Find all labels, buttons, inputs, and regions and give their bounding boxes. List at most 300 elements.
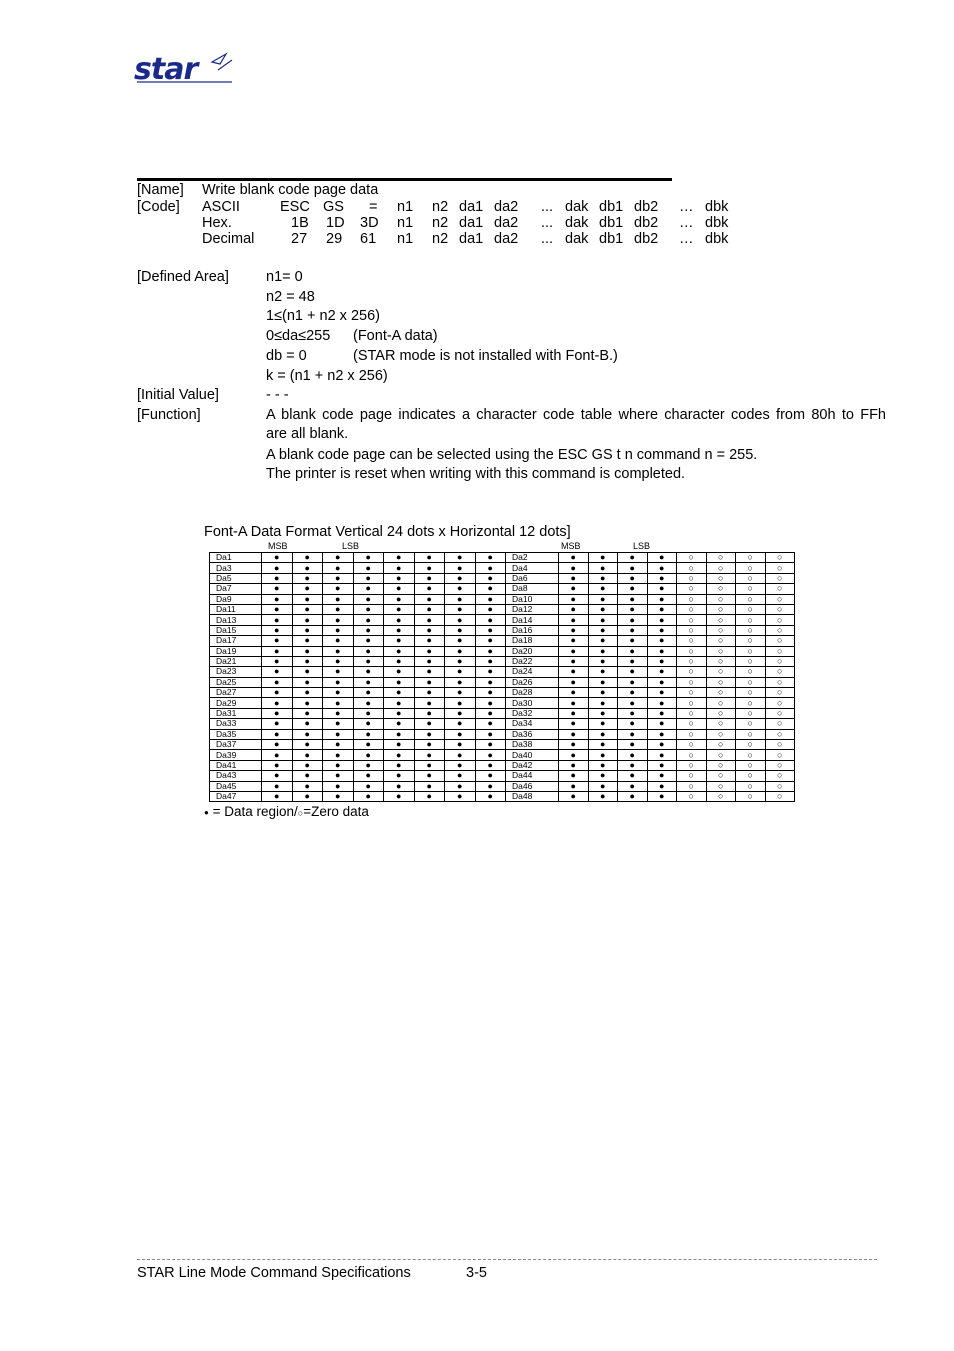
data-dot: ● <box>262 760 293 770</box>
data-dot: ● <box>647 719 677 729</box>
zero-dot: ○ <box>677 615 707 625</box>
code-cell-dak: dak <box>565 215 589 231</box>
data-dot: ● <box>353 750 384 760</box>
data-dot: ● <box>588 563 618 573</box>
zero-dot: ○ <box>706 656 736 666</box>
zero-dot: ○ <box>765 719 795 729</box>
data-dot: ● <box>618 594 648 604</box>
zero-dot: ○ <box>706 729 736 739</box>
data-dot: ● <box>384 594 415 604</box>
data-dot: ● <box>647 563 677 573</box>
zero-dot: ○ <box>736 750 766 760</box>
zero-dot: ○ <box>736 615 766 625</box>
defined-db-note: (STAR mode is not installed with Font-B.) <box>353 348 618 364</box>
data-dot: ● <box>384 688 415 698</box>
row-label-right: Da34 <box>506 719 559 729</box>
data-dot: ● <box>262 719 293 729</box>
data-dot: ● <box>618 625 648 635</box>
row-label-left: Da1 <box>210 553 262 563</box>
code-cell-db1: db1 <box>599 231 624 247</box>
zero-dot: ○ <box>677 698 707 708</box>
format-row <box>210 563 795 573</box>
row-label-left: Da45 <box>210 781 262 791</box>
zero-dot: ○ <box>677 760 707 770</box>
footer-title: STAR Line Mode Command Specifications <box>137 1265 411 1281</box>
data-dot: ● <box>559 760 589 770</box>
format-row <box>210 791 795 801</box>
font-a-format-table <box>209 552 795 802</box>
code-cell-n2: n2 <box>432 215 449 231</box>
data-dot: ● <box>475 563 506 573</box>
data-dot: ● <box>647 667 677 677</box>
data-dot: ● <box>292 646 323 656</box>
data-dot: ● <box>292 729 323 739</box>
data-dot: ● <box>588 698 618 708</box>
zero-dot: ○ <box>677 771 707 781</box>
zero-dot: ○ <box>736 625 766 635</box>
data-dot: ● <box>445 750 476 760</box>
data-dot: ● <box>475 594 506 604</box>
zero-dot: ○ <box>706 667 736 677</box>
data-dot: ● <box>262 584 293 594</box>
data-dot: ● <box>262 740 293 750</box>
row-label-left: Da41 <box>210 760 262 770</box>
code-cell-dbk: dbk <box>705 199 729 215</box>
data-dot: ● <box>559 656 589 666</box>
format-row <box>210 688 795 698</box>
data-dot: ● <box>559 708 589 718</box>
data-dot: ● <box>384 698 415 708</box>
zero-dot: ○ <box>736 729 766 739</box>
data-dot: ● <box>292 740 323 750</box>
data-dot: ● <box>445 615 476 625</box>
data-dot: ● <box>292 625 323 635</box>
data-dot: ● <box>323 781 354 791</box>
data-dot: ● <box>445 646 476 656</box>
row-label-left: Da9 <box>210 594 262 604</box>
data-dot: ● <box>445 688 476 698</box>
data-dot: ● <box>262 791 293 801</box>
footer-rule <box>137 1259 877 1260</box>
row-label-left: Da35 <box>210 729 262 739</box>
data-dot: ● <box>647 781 677 791</box>
data-dot: ● <box>353 563 384 573</box>
format-row <box>210 750 795 760</box>
row-label-left: Da17 <box>210 636 262 646</box>
format-row <box>210 677 795 687</box>
data-dot: ● <box>445 656 476 666</box>
data-dot: ● <box>384 729 415 739</box>
data-dot: ● <box>384 667 415 677</box>
data-dot: ● <box>384 677 415 687</box>
zero-dot: ○ <box>736 740 766 750</box>
data-dot: ● <box>475 708 506 718</box>
data-dot: ● <box>292 573 323 583</box>
zero-dot: ○ <box>765 615 795 625</box>
data-dot: ● <box>323 771 354 781</box>
defined-da: 0≤da≤255 <box>266 328 331 344</box>
data-dot: ● <box>445 625 476 635</box>
zero-dot: ○ <box>736 698 766 708</box>
format-row <box>210 604 795 614</box>
data-dot: ● <box>588 604 618 614</box>
data-dot: ● <box>559 677 589 687</box>
data-dot: ● <box>384 740 415 750</box>
data-dot: ● <box>559 636 589 646</box>
data-dot: ● <box>559 740 589 750</box>
data-dot: ● <box>647 604 677 614</box>
zero-dot: ○ <box>765 791 795 801</box>
zero-dot: ○ <box>765 594 795 604</box>
data-dot: ● <box>618 781 648 791</box>
defined-range: 1≤(n1 + n2 x 256) <box>266 308 380 324</box>
function-key: [Function] <box>137 407 201 423</box>
data-dot: ● <box>414 729 445 739</box>
data-dot: ● <box>323 625 354 635</box>
data-dot: ● <box>618 750 648 760</box>
data-dot: ● <box>384 584 415 594</box>
data-dot: ● <box>445 708 476 718</box>
data-dot: ● <box>647 698 677 708</box>
row-label-left: Da21 <box>210 656 262 666</box>
data-dot: ● <box>323 594 354 604</box>
data-dot: ● <box>588 688 618 698</box>
format-row <box>210 781 795 791</box>
code-cell-ell2: … <box>679 231 694 247</box>
data-dot: ● <box>559 573 589 583</box>
row-label-right: Da8 <box>506 584 559 594</box>
data-dot: ● <box>559 667 589 677</box>
zero-dot: ○ <box>765 760 795 770</box>
code-cell-da2: da2 <box>494 199 519 215</box>
data-dot: ● <box>475 553 506 563</box>
row-label-right: Da20 <box>506 646 559 656</box>
data-dot: ● <box>618 677 648 687</box>
zero-dot: ○ <box>706 719 736 729</box>
data-dot: ● <box>475 740 506 750</box>
data-dot: ● <box>414 636 445 646</box>
data-dot: ● <box>445 760 476 770</box>
data-dot: ● <box>475 677 506 687</box>
data-dot: ● <box>353 625 384 635</box>
data-dot: ● <box>414 677 445 687</box>
data-dot: ● <box>353 740 384 750</box>
zero-dot: ○ <box>765 740 795 750</box>
row-label-left: Da15 <box>210 625 262 635</box>
zero-dot: ○ <box>706 708 736 718</box>
data-dot: ● <box>588 667 618 677</box>
data-dot: ● <box>647 615 677 625</box>
row-label-right: Da18 <box>506 636 559 646</box>
data-dot: ● <box>292 604 323 614</box>
data-dot: ● <box>618 584 648 594</box>
row-label-right: Da40 <box>506 750 559 760</box>
data-dot: ● <box>353 719 384 729</box>
zero-dot: ○ <box>706 563 736 573</box>
code-cell-da1: da1 <box>459 231 484 247</box>
data-dot: ● <box>353 771 384 781</box>
data-dot: ● <box>588 771 618 781</box>
data-dot: ● <box>414 771 445 781</box>
data-dot: ● <box>414 594 445 604</box>
data-dot: ● <box>588 584 618 594</box>
zero-dot: ○ <box>677 667 707 677</box>
initial-key: [Initial Value] <box>137 387 219 403</box>
zero-dot: ○ <box>706 791 736 801</box>
data-dot: ● <box>323 604 354 614</box>
code-cell-ell: ... <box>541 199 554 215</box>
function-line-2: are all blank. <box>266 426 349 442</box>
row-label-left: Da5 <box>210 573 262 583</box>
data-dot: ● <box>445 667 476 677</box>
data-dot: ● <box>353 584 384 594</box>
data-dot: ● <box>647 677 677 687</box>
data-dot: ● <box>262 563 293 573</box>
data-dot: ● <box>353 698 384 708</box>
zero-dot: ○ <box>765 708 795 718</box>
zero-dot: ○ <box>765 677 795 687</box>
data-dot: ● <box>647 771 677 781</box>
data-dot: ● <box>292 698 323 708</box>
code-cell-c3: = <box>369 199 378 215</box>
zero-dot: ○ <box>706 781 736 791</box>
star-logo <box>134 52 234 84</box>
data-dot: ● <box>384 604 415 614</box>
data-dot: ● <box>384 781 415 791</box>
row-label-right: Da32 <box>506 708 559 718</box>
data-dot: ● <box>384 563 415 573</box>
code-key: [Code] <box>137 199 180 215</box>
data-dot: ● <box>353 615 384 625</box>
data-dot: ● <box>618 573 648 583</box>
data-dot: ● <box>292 656 323 666</box>
data-dot: ● <box>559 698 589 708</box>
data-dot: ● <box>414 584 445 594</box>
data-dot: ● <box>353 760 384 770</box>
zero-dot: ○ <box>736 594 766 604</box>
defined-n2: n2 = 48 <box>266 289 315 305</box>
data-dot: ● <box>414 573 445 583</box>
data-dot: ● <box>414 553 445 563</box>
zero-dot: ○ <box>677 584 707 594</box>
zero-dot: ○ <box>706 615 736 625</box>
data-dot: ● <box>262 594 293 604</box>
row-label-right: Da28 <box>506 688 559 698</box>
data-dot: ● <box>445 553 476 563</box>
row-label-right: Da48 <box>506 791 559 801</box>
zero-dot: ○ <box>765 646 795 656</box>
zero-dot: ○ <box>736 656 766 666</box>
data-dot: ● <box>384 636 415 646</box>
zero-dot: ○ <box>706 646 736 656</box>
data-dot: ● <box>588 594 618 604</box>
data-dot: ● <box>618 553 648 563</box>
code-cell-c1: 1B <box>291 215 309 231</box>
data-dot: ● <box>323 750 354 760</box>
format-row <box>210 656 795 666</box>
data-dot: ● <box>559 584 589 594</box>
data-dot: ● <box>414 604 445 614</box>
row-label-right: Da24 <box>506 667 559 677</box>
data-dot: ● <box>618 563 648 573</box>
data-dot: ● <box>292 791 323 801</box>
data-dot: ● <box>559 563 589 573</box>
data-dot: ● <box>475 625 506 635</box>
row-label-left: Da33 <box>210 719 262 729</box>
zero-dot: ○ <box>706 771 736 781</box>
format-caption: Font-A Data Format Vertical 24 dots x Horizontal 12 dots] <box>204 524 571 540</box>
data-dot: ● <box>559 750 589 760</box>
zero-dot: ○ <box>706 625 736 635</box>
zero-dot: ○ <box>677 636 707 646</box>
data-dot: ● <box>262 677 293 687</box>
data-dot: ● <box>292 750 323 760</box>
zero-dot: ○ <box>736 553 766 563</box>
data-dot: ● <box>559 781 589 791</box>
legend-tail: =Zero data <box>303 804 369 819</box>
data-dot: ● <box>353 636 384 646</box>
format-row <box>210 760 795 770</box>
data-dot: ● <box>262 750 293 760</box>
format-row <box>210 667 795 677</box>
data-dot: ● <box>323 740 354 750</box>
data-dot: ● <box>475 750 506 760</box>
data-dot: ● <box>475 656 506 666</box>
data-dot: ● <box>588 708 618 718</box>
legend <box>204 804 369 819</box>
row-label-left: Da27 <box>210 688 262 698</box>
data-dot: ● <box>414 791 445 801</box>
data-dot: ● <box>292 708 323 718</box>
zero-dot: ○ <box>706 750 736 760</box>
data-dot: ● <box>647 729 677 739</box>
data-dot: ● <box>262 636 293 646</box>
data-dot: ● <box>647 594 677 604</box>
data-dot: ● <box>475 791 506 801</box>
code-cell-ell: ... <box>541 231 554 247</box>
code-cell-db1: db1 <box>599 199 624 215</box>
data-dot: ● <box>559 719 589 729</box>
data-dot: ● <box>353 573 384 583</box>
data-dot: ● <box>588 677 618 687</box>
function-line-1: A blank code page indicates a character code table where character codes from 80h to FFh <box>266 407 886 423</box>
data-dot: ● <box>414 667 445 677</box>
row-label-left: Da37 <box>210 740 262 750</box>
format-row <box>210 646 795 656</box>
zero-dot: ○ <box>677 553 707 563</box>
data-dot: ● <box>353 791 384 801</box>
zero-dot: ○ <box>765 636 795 646</box>
zero-dot: ○ <box>765 688 795 698</box>
code-cell-da2: da2 <box>494 231 519 247</box>
row-label-right: Da36 <box>506 729 559 739</box>
data-dot: ● <box>323 688 354 698</box>
code-cell-ell2: … <box>679 199 694 215</box>
data-dot: ● <box>475 646 506 656</box>
data-dot: ● <box>323 791 354 801</box>
zero-dot: ○ <box>706 698 736 708</box>
code-cell-c2: GS <box>323 199 344 215</box>
zero-dot: ○ <box>736 719 766 729</box>
data-dot: ● <box>559 688 589 698</box>
data-dot: ● <box>618 604 648 614</box>
data-dot: ● <box>384 791 415 801</box>
format-row <box>210 698 795 708</box>
row-label-left: Da31 <box>210 708 262 718</box>
code-cell-label: Hex. <box>202 215 232 231</box>
data-dot: ● <box>618 688 648 698</box>
zero-dot: ○ <box>765 604 795 614</box>
heading-rule <box>137 178 672 181</box>
row-label-right: Da30 <box>506 698 559 708</box>
data-dot: ● <box>445 677 476 687</box>
data-dot: ● <box>353 781 384 791</box>
row-label-right: Da46 <box>506 781 559 791</box>
zero-dot: ○ <box>677 729 707 739</box>
data-dot: ● <box>384 760 415 770</box>
zero-dot: ○ <box>765 781 795 791</box>
data-dot: ● <box>414 563 445 573</box>
row-label-left: Da19 <box>210 646 262 656</box>
zero-dot: ○ <box>765 729 795 739</box>
data-dot: ● <box>588 646 618 656</box>
code-cell-n1: n1 <box>397 215 414 231</box>
data-dot: ● <box>618 719 648 729</box>
data-dot: ● <box>588 791 618 801</box>
code-cell-c3: 3D <box>360 215 379 231</box>
data-dot: ● <box>323 667 354 677</box>
data-dot: ● <box>475 760 506 770</box>
data-dot: ● <box>414 740 445 750</box>
row-label-left: Da11 <box>210 604 262 614</box>
row-label-left: Da43 <box>210 771 262 781</box>
row-label-left: Da29 <box>210 698 262 708</box>
data-dot: ● <box>292 781 323 791</box>
data-dot: ● <box>559 553 589 563</box>
format-row <box>210 584 795 594</box>
data-dot: ● <box>588 729 618 739</box>
data-dot: ● <box>618 636 648 646</box>
code-cell-db2: db2 <box>634 199 659 215</box>
zero-dot: ○ <box>677 677 707 687</box>
data-dot: ● <box>384 719 415 729</box>
row-label-left: Da23 <box>210 667 262 677</box>
data-dot: ● <box>475 584 506 594</box>
format-row <box>210 625 795 635</box>
zero-dot: ○ <box>736 781 766 791</box>
row-label-right: Da4 <box>506 563 559 573</box>
data-dot: ● <box>445 729 476 739</box>
data-dot: ● <box>588 750 618 760</box>
code-cell-n2: n2 <box>432 199 449 215</box>
code-cell-db2: db2 <box>634 215 659 231</box>
data-dot: ● <box>323 615 354 625</box>
data-dot: ● <box>323 553 354 563</box>
defined-da-note: (Font-A data) <box>353 328 438 344</box>
data-dot: ● <box>353 594 384 604</box>
data-dot: ● <box>323 563 354 573</box>
function-line-4: The printer is reset when writing with this command is completed. <box>266 466 686 482</box>
data-dot: ● <box>353 708 384 718</box>
data-dot: ● <box>618 698 648 708</box>
code-cell-label: Decimal <box>202 231 255 247</box>
code-cell-c1: 27 <box>291 231 308 247</box>
data-dot: ● <box>384 750 415 760</box>
zero-dot: ○ <box>706 636 736 646</box>
data-dot: ● <box>262 688 293 698</box>
data-dot: ● <box>384 708 415 718</box>
format-row <box>210 573 795 583</box>
